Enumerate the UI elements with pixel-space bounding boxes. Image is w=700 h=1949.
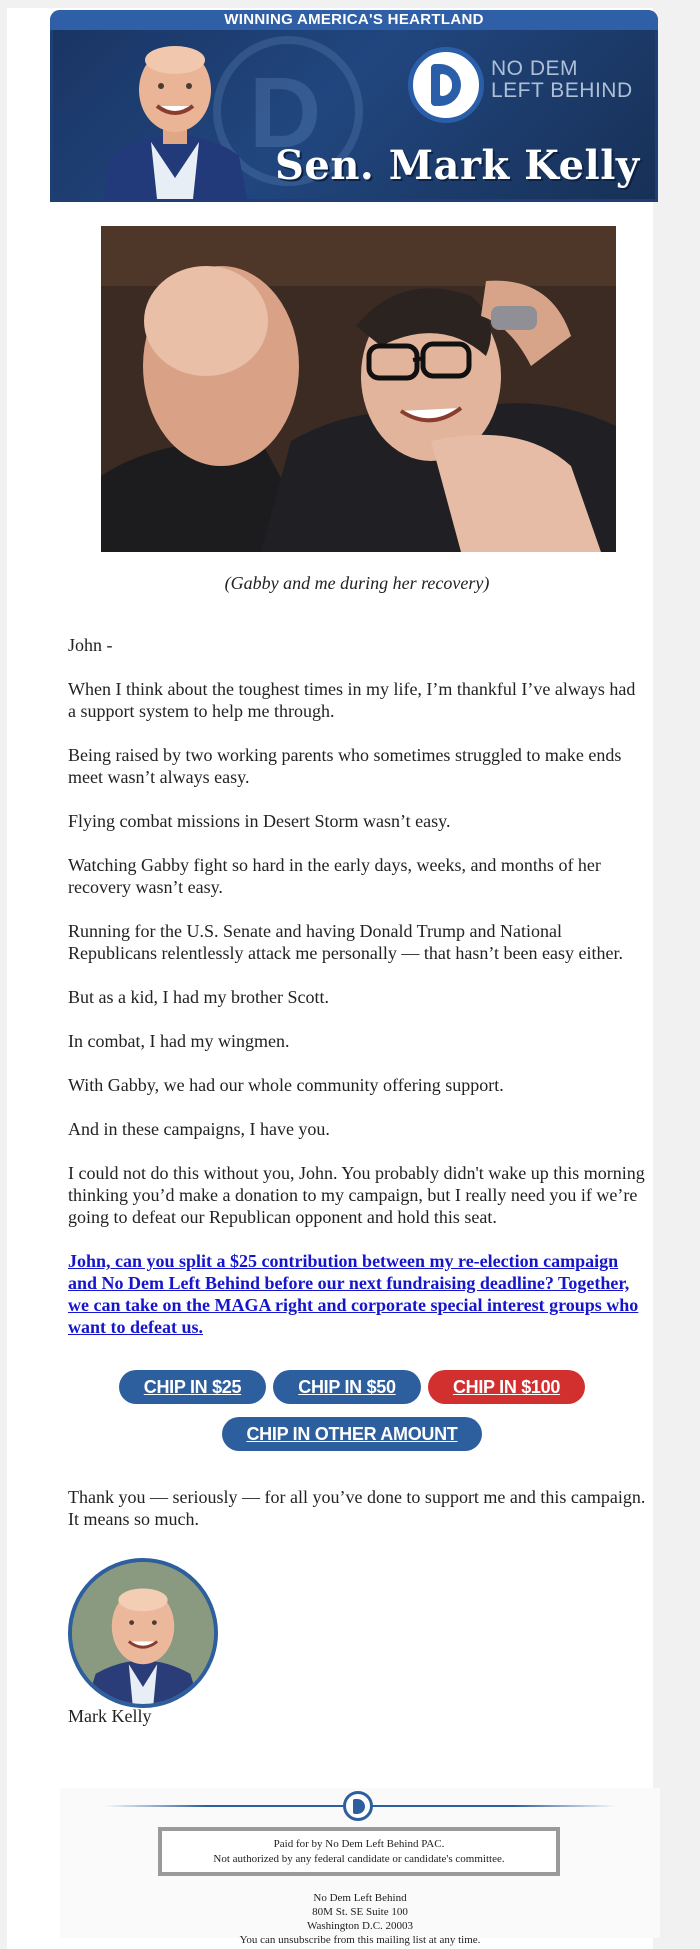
watermark-logo-icon: D: [213, 36, 363, 186]
senator-portrait: [93, 38, 258, 199]
paid-for-text: Paid for by No Dem Left Behind PAC.: [273, 1838, 445, 1850]
letter-paragraph: Running for the U.S. Senate and having Donald Trump and National Republicans relentlessly attack me personally — that hasn’t been easy either.: [68, 921, 623, 963]
chip-in-other-amount-button[interactable]: CHIP IN OTHER AMOUNT: [222, 1417, 482, 1451]
org-name: [491, 58, 633, 102]
chip-in-25-button[interactable]: CHIP IN $25: [119, 1370, 266, 1404]
chip-in-100-button[interactable]: CHIP IN $100: [428, 1370, 585, 1404]
letter-paragraph: In combat, I had my wingmen.: [68, 1031, 290, 1051]
not-authorized-text: Not authorized by any federal candidate or candidate's committee.: [213, 1853, 505, 1865]
photo-caption: (Gabby and me during her recovery): [224, 573, 490, 593]
banner-tagline: WINNING AMERICA'S HEARTLAND: [50, 10, 658, 30]
org-name-line1: NO DEM: [491, 57, 578, 80]
signature-avatar: [68, 1558, 218, 1708]
signature-name: Mark Kelly: [68, 1706, 152, 1726]
letter-paragraph: With Gabby, we had our whole community offering support.: [68, 1075, 504, 1095]
greeting: John -: [68, 635, 113, 655]
org-logo-icon: [408, 47, 484, 123]
letter-paragraph: When I think about the toughest times in my life, I’m thankful I’ve always had a support system to help me through.: [68, 679, 636, 721]
banner-background: [53, 30, 655, 199]
closing-message: Thank you — seriously — for all you’ve done to support me and this campaign. It means so much.: [68, 1487, 646, 1529]
banner-senator-name: Sen. Mark Kelly: [275, 142, 640, 189]
email-body: [7, 8, 653, 1949]
letter-paragraph: I could not do this without you, John. You probably didn't wake up this morning thinking you’d make a donation to my campaign, but I really need you if we’re going to defeat our Republican opponent and hold this seat.: [68, 1163, 645, 1227]
letter-paragraph: Flying combat missions in Desert Storm wasn’t easy.: [68, 811, 451, 831]
letter-paragraph: Being raised by two working parents who sometimes struggled to make ends meet wasn’t always easy.: [68, 745, 622, 787]
footer-logo-icon: [343, 1791, 373, 1821]
mailing-address: [60, 1891, 660, 1947]
email-footer: [60, 1788, 660, 1946]
org-name-line2: LEFT BEHIND: [491, 79, 633, 102]
hero-photo: [101, 226, 616, 552]
address-street: 80M St. SE Suite 100: [312, 1906, 408, 1918]
address-org: No Dem Left Behind: [313, 1892, 407, 1904]
paid-for-disclaimer: [158, 1827, 560, 1876]
letter-body: [68, 634, 646, 1338]
donate-cta-link[interactable]: John, can you split a $25 contribution between my re-election campaign and No Dem Left Behind before our next fundraising deadline? Together, we can take on the MAGA right and corporate special interest groups who want to defeat us.: [68, 1251, 639, 1337]
header-banner: [50, 10, 658, 202]
letter-paragraph: And in these campaigns, I have you.: [68, 1119, 330, 1139]
chip-in-50-button[interactable]: CHIP IN $50: [273, 1370, 421, 1404]
unsubscribe-text[interactable]: You can unsubscribe from this mailing list at any time.: [239, 1934, 481, 1946]
letter-paragraph: Watching Gabby fight so hard in the early days, weeks, and months of her recovery wasn’t easy.: [68, 855, 601, 897]
address-city: Washington D.C. 20003: [306, 1920, 414, 1932]
letter-paragraph: But as a kid, I had my brother Scott.: [68, 987, 329, 1007]
